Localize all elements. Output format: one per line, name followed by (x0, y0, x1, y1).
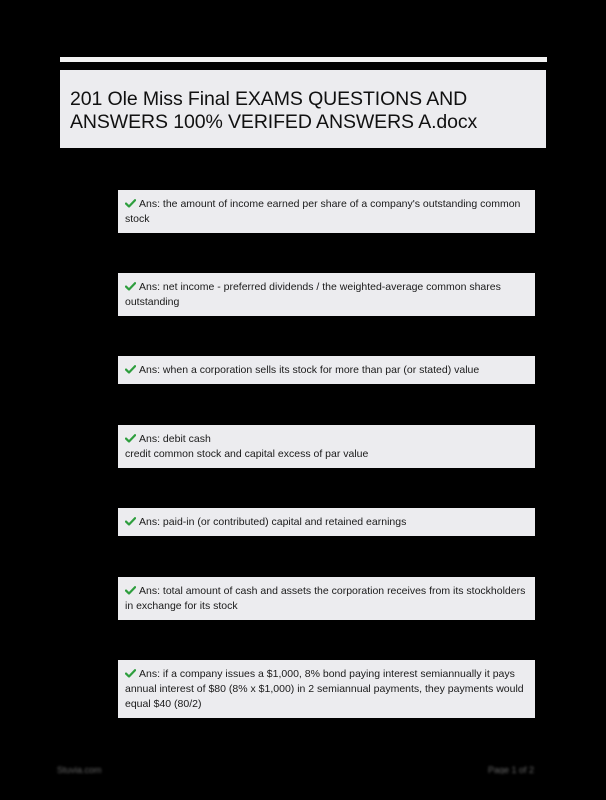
answer-box (118, 660, 535, 718)
check-icon (125, 365, 136, 374)
answer-text: Ans: paid-in (or contributed) capital and retained earnings (139, 516, 407, 528)
footer-source: Stuvia.com (57, 766, 102, 774)
answer-box (118, 356, 535, 384)
answer-box (118, 273, 535, 316)
check-icon (125, 199, 136, 208)
answer-text: Ans: when a corporation sells its stock for more than par (or stated) value (139, 364, 480, 376)
answer-text: Ans: debit cash (139, 433, 211, 445)
answer-box (118, 190, 535, 233)
header-rule (60, 57, 547, 62)
answer-text-line2: credit common stock and capital excess of par value (125, 448, 369, 460)
check-icon (125, 669, 136, 678)
answer-text: Ans: if a company issues a $1,000, 8% bond paying interest semiannually it pays annual interest of $80 (8% x $1,000) in 2 semiannual payments, they payments would equal $40 (80/2) (125, 668, 524, 710)
answer-text: Ans: total amount of cash and assets the corporation receives from its stockholders in exchange for its stock (125, 585, 526, 612)
answer-box (118, 577, 535, 620)
document-title: 201 Ole Miss Final EXAMS QUESTIONS AND ANSWERS 100% VERIFED ANSWERS A.docx (70, 88, 478, 133)
answer-box (118, 508, 535, 536)
check-icon (125, 586, 136, 595)
answer-box (118, 425, 535, 468)
footer-page-number: Page 1 of 2 (488, 766, 535, 774)
answer-text: Ans: net income - preferred dividends / the weighted-average common shares outstanding (125, 281, 501, 308)
check-icon (125, 517, 136, 526)
check-icon (125, 434, 136, 443)
check-icon (125, 282, 136, 291)
title-box (60, 70, 546, 148)
answer-text: Ans: the amount of income earned per share of a company's outstanding common stock (125, 198, 521, 225)
